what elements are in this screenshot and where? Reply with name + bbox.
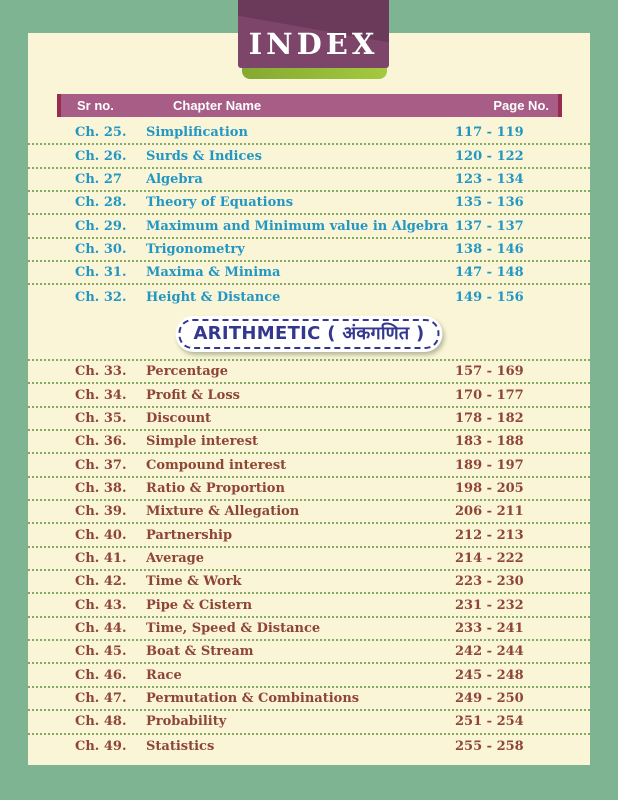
- chapter-number: Ch. 33.: [75, 364, 127, 380]
- chapter-name: Maximum and Minimum value in Algebra: [146, 218, 449, 234]
- chapter-number: Ch. 45.: [75, 644, 127, 660]
- table-row: [28, 215, 590, 238]
- chapter-name: Simplification: [146, 125, 248, 141]
- page-range: 157 - 169: [455, 364, 524, 380]
- table-row: [28, 285, 590, 308]
- chapter-number: Ch. 26.: [75, 148, 127, 164]
- chapter-number: Ch. 34.: [75, 387, 127, 403]
- chapter-number: Ch. 42.: [75, 574, 127, 590]
- table-row: [28, 408, 590, 431]
- table-row: [28, 688, 590, 711]
- chapter-name: Algebra: [146, 171, 203, 187]
- table-row: [28, 454, 590, 477]
- chapter-number: Ch. 36.: [75, 434, 127, 450]
- chapter-name: Race: [146, 667, 182, 683]
- chapter-name: Discount: [146, 410, 212, 426]
- table-row: [28, 594, 590, 617]
- chapter-name: Simple interest: [146, 434, 259, 450]
- table-row: [28, 524, 590, 547]
- chapter-number: Ch. 41.: [75, 550, 127, 566]
- page-range: 178 - 182: [455, 410, 524, 426]
- chapter-name: Trigonometry: [146, 241, 245, 257]
- chapter-name: Height & Distance: [146, 289, 281, 305]
- chapter-number: Ch. 27: [75, 171, 122, 187]
- index-banner: [238, 0, 389, 79]
- page-range: 137 - 137: [455, 218, 524, 234]
- section-algebra-rows: [28, 122, 590, 309]
- page-range: 147 - 148: [455, 265, 524, 281]
- arithmetic-section-badge: [175, 316, 442, 352]
- page-range: 212 - 213: [455, 527, 524, 543]
- table-row: [28, 122, 590, 145]
- table-row: [28, 169, 590, 192]
- page-range: 255 - 258: [455, 738, 524, 754]
- chapter-name: Average: [146, 550, 205, 566]
- page-range: 117 - 119: [455, 125, 524, 141]
- page-range: 138 - 146: [455, 241, 524, 257]
- page-range: 170 - 177: [455, 387, 524, 403]
- table-row: [28, 262, 590, 285]
- chapter-number: Ch. 35.: [75, 410, 127, 426]
- chapter-number: Ch. 30.: [75, 241, 127, 257]
- chapter-number: Ch. 28.: [75, 195, 127, 211]
- page-range: 251 - 254: [455, 714, 524, 730]
- page-title: INDEX: [248, 27, 379, 61]
- chapter-name: Statistics: [146, 738, 215, 754]
- page-range: 233 - 241: [455, 620, 524, 636]
- header-chapter-name: Chapter Name: [173, 98, 262, 113]
- page-range: 120 - 122: [455, 148, 524, 164]
- page-range: 149 - 156: [455, 289, 524, 305]
- table-row: [28, 478, 590, 501]
- chapter-name: Theory of Equations: [146, 195, 294, 211]
- chapter-name: Mixture & Allegation: [146, 504, 300, 520]
- chapter-number: Ch. 48.: [75, 714, 127, 730]
- page-range: 135 - 136: [455, 195, 524, 211]
- page-range: 249 - 250: [455, 690, 524, 706]
- page-range: 242 - 244: [455, 644, 524, 660]
- chapter-number: Ch. 40.: [75, 527, 127, 543]
- page-range: 189 - 197: [455, 457, 524, 473]
- chapter-number: Ch. 37.: [75, 457, 127, 473]
- section-arithmetic-rows: [28, 359, 590, 758]
- chapter-number: Ch. 32.: [75, 289, 127, 305]
- chapter-number: Ch. 39.: [75, 504, 127, 520]
- table-row: [28, 664, 590, 687]
- chapter-name: Partnership: [146, 527, 233, 543]
- table-row: [28, 145, 590, 168]
- chapter-name: Ratio & Proportion: [146, 480, 285, 496]
- chapter-name: Probability: [146, 714, 227, 730]
- table-row: [28, 192, 590, 215]
- table-row: [28, 641, 590, 664]
- chapter-number: Ch. 47.: [75, 690, 127, 706]
- chapter-number: Ch. 46.: [75, 667, 127, 683]
- table-row: [28, 571, 590, 594]
- chapter-name: Permutation & Combinations: [146, 690, 360, 706]
- page-range: 245 - 248: [455, 667, 524, 683]
- chapter-name: Surds & Indices: [146, 148, 262, 164]
- table-row: [28, 548, 590, 571]
- chapter-number: Ch. 44.: [75, 620, 127, 636]
- page-range: 231 - 232: [455, 597, 524, 613]
- chapter-name: Pipe & Cistern: [146, 597, 253, 613]
- chapter-name: Compound interest: [146, 457, 287, 473]
- page-range: 123 - 134: [455, 171, 524, 187]
- table-header: [57, 94, 562, 117]
- content-panel: [28, 33, 590, 765]
- chapter-number: Ch. 29.: [75, 218, 127, 234]
- page-range: 183 - 188: [455, 434, 524, 450]
- chapter-name: Maxima & Minima: [146, 265, 281, 281]
- page-range: 214 - 222: [455, 550, 524, 566]
- table-row: [28, 735, 590, 758]
- table-row: [28, 501, 590, 524]
- page-range: 198 - 205: [455, 480, 524, 496]
- table-row: [28, 711, 590, 734]
- table-row: [28, 384, 590, 407]
- chapter-name: Boat & Stream: [146, 644, 254, 660]
- page-range: 223 - 230: [455, 574, 524, 590]
- chapter-number: Ch. 25.: [75, 125, 127, 141]
- chapter-number: Ch. 43.: [75, 597, 127, 613]
- table-row: [28, 361, 590, 384]
- chapter-number: Ch. 38.: [75, 480, 127, 496]
- chapter-name: Percentage: [146, 364, 228, 380]
- chapter-number: Ch. 31.: [75, 265, 127, 281]
- table-row: [28, 618, 590, 641]
- header-sr-no: Sr no.: [77, 98, 114, 113]
- arithmetic-section-title: ARITHMETIC ( अंकगणित ): [178, 319, 439, 349]
- chapter-number: Ch. 49.: [75, 738, 127, 754]
- table-row: [28, 239, 590, 262]
- chapter-name: Profit & Loss: [146, 387, 240, 403]
- page-range: 206 - 211: [455, 504, 524, 520]
- table-row: [28, 431, 590, 454]
- header-page-no: Page No.: [493, 98, 549, 113]
- chapter-name: Time & Work: [146, 574, 242, 590]
- chapter-name: Time, Speed & Distance: [146, 620, 321, 636]
